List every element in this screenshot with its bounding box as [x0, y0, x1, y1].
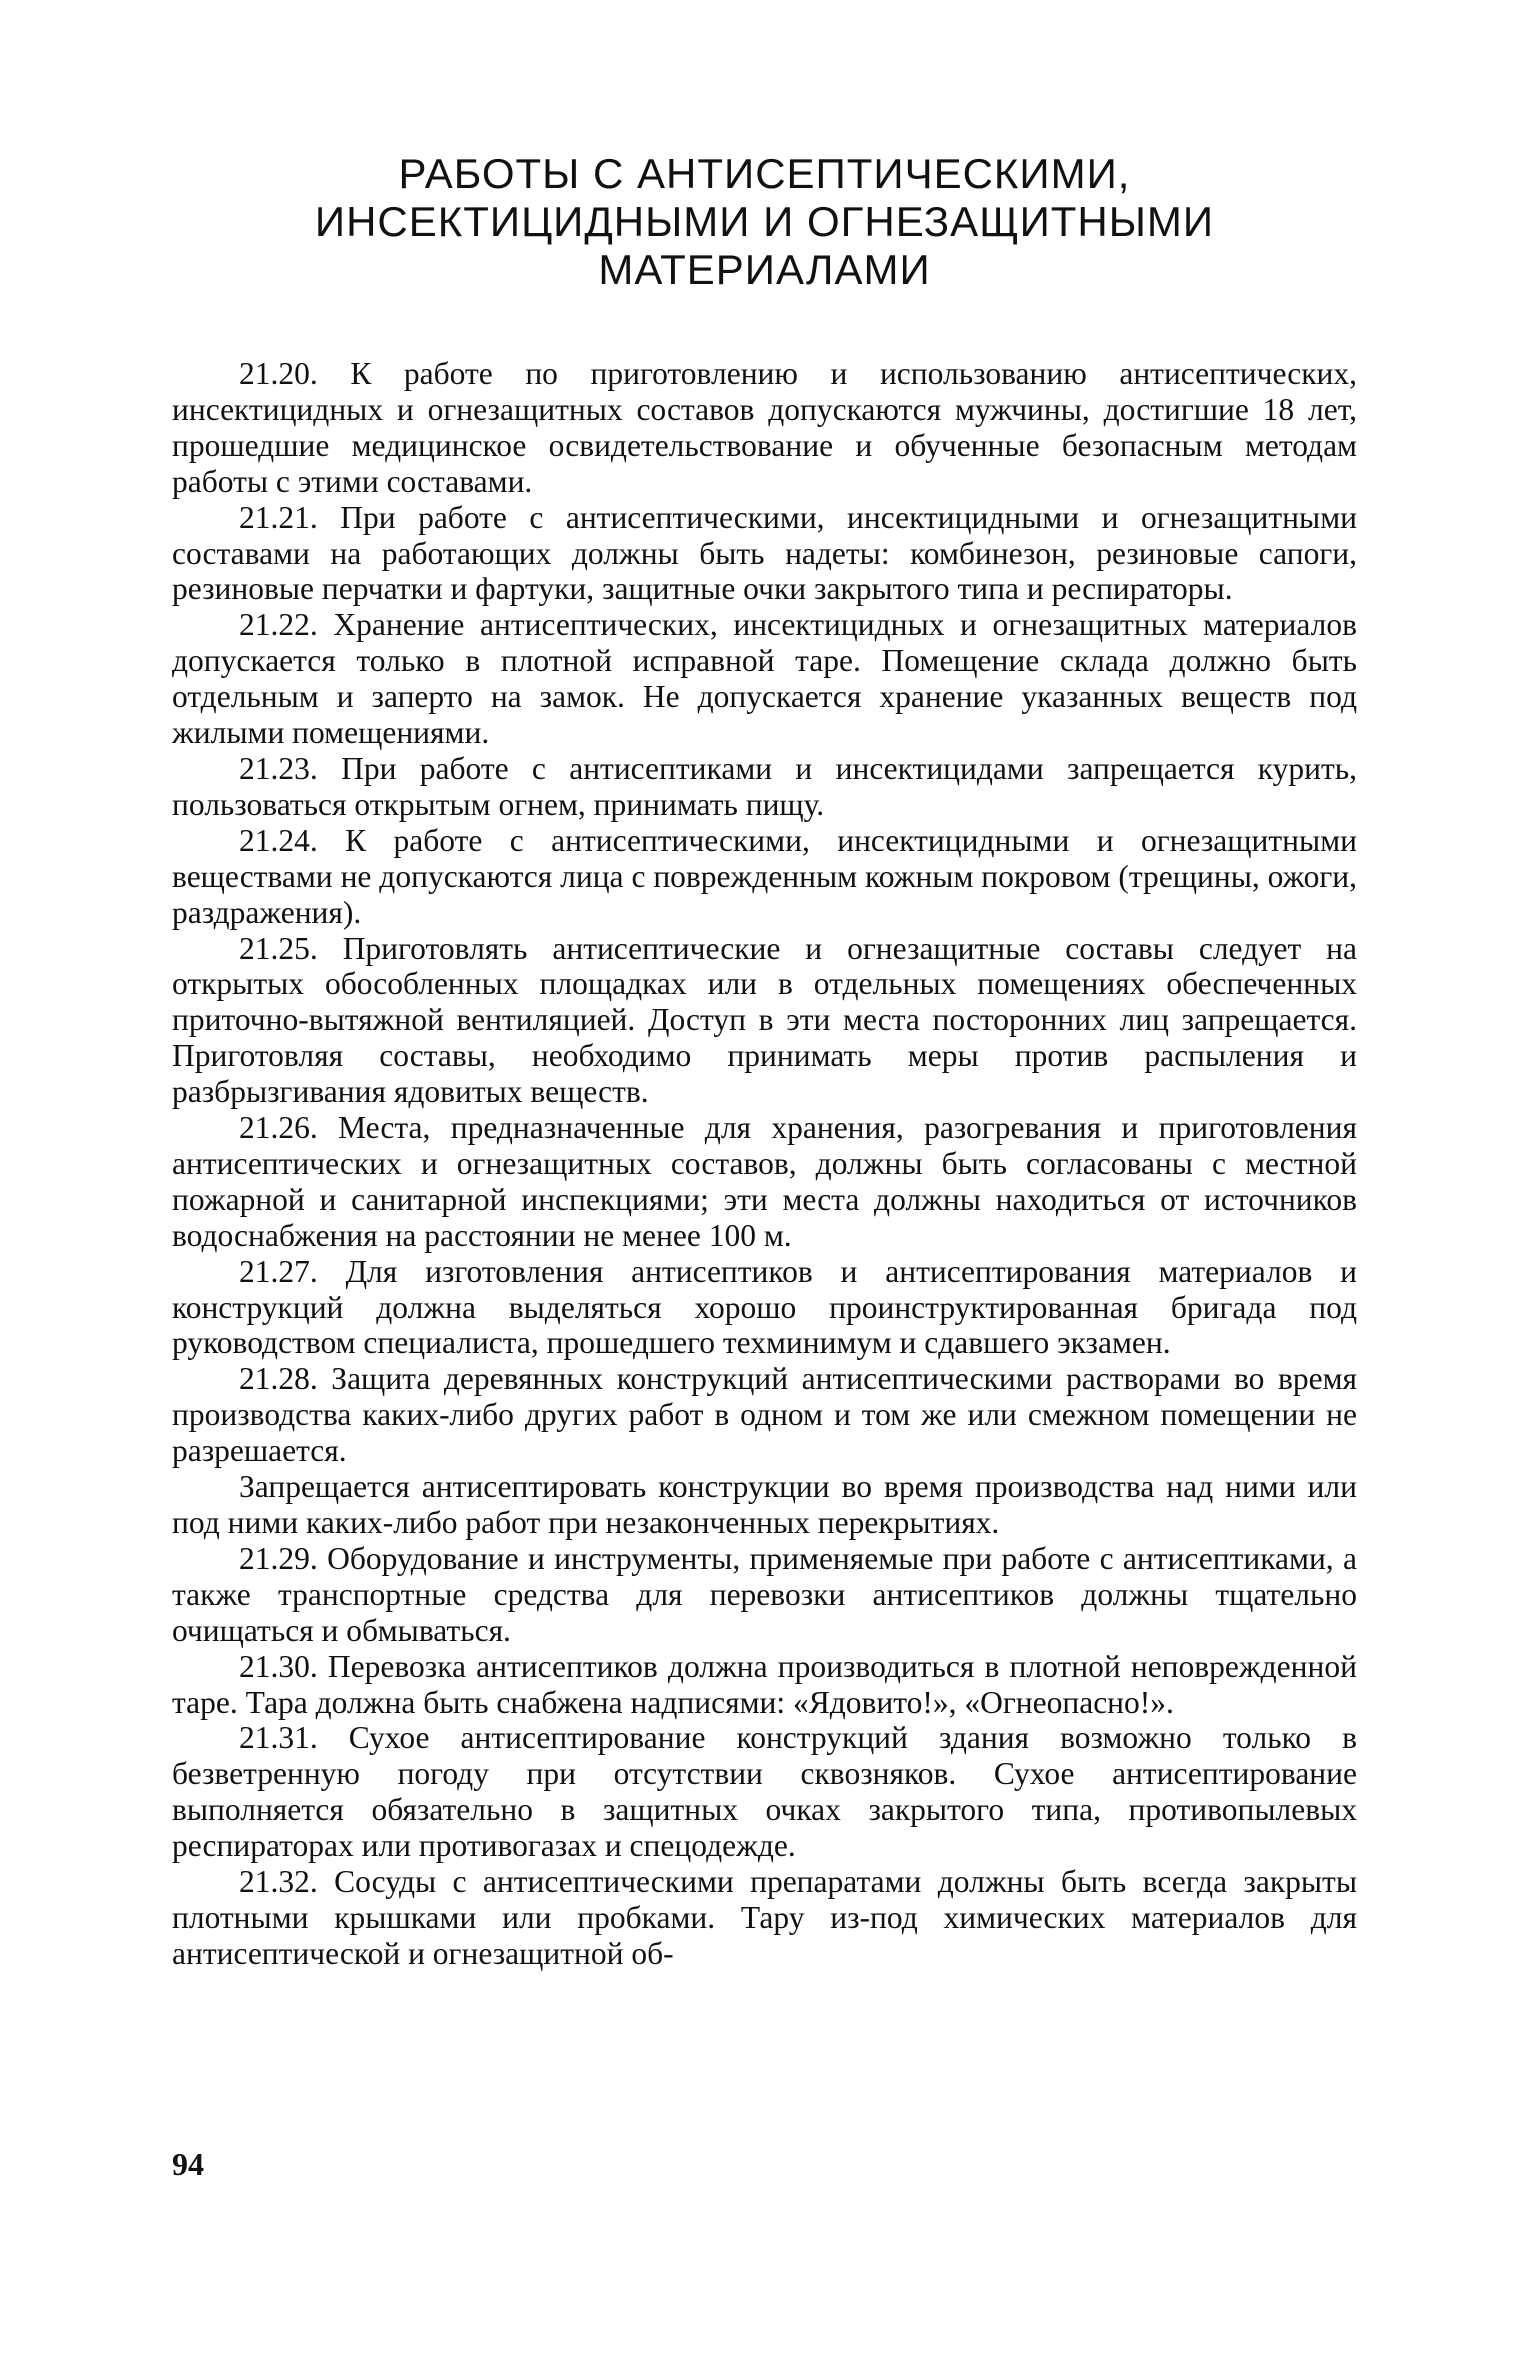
paragraph-21-22: 21.22. Хранение антисептических, инсектицидных и огнезащитных материалов допускается только в плотной исправной таре. Помещение склада должно быть отдельным и заперто на замок. Не допускается хранение указанных веществ под жилыми помещениями.	[172, 607, 1357, 751]
page	[172, 150, 1357, 1972]
paragraph-21-21: 21.21. При работе с антисептическими, инсектицидными и огнезащитными составами на работающих должны быть надеты: комбинезон, резиновые сапоги, резиновые перчатки и фартуки, защитные очки закрытого типа и респираторы.	[172, 499, 1357, 607]
paragraph-21-20: 21.20. К работе по приготовлению и использованию антисептических, инсектицидных и огнезащитных составов допускаются мужчины, достигшие 18 лет, прошедшие медицинское освидетельствование и обученные безопасным методам работы с этими составами.	[172, 356, 1357, 499]
paragraph-21-28-continuation: Запрещается антисептировать конструкции во время производства над ними или под ними каких-либо работ при незаконченных перекрытиях.	[172, 1469, 1357, 1540]
paragraph-21-23: 21.23. При работе с антисептиками и инсектицидами запрещается курить, пользоваться открытым огнем, принимать пищу.	[172, 750, 1357, 822]
page-number: 94	[172, 2146, 204, 2182]
paragraph-21-26: 21.26. Места, предназначенные для хранения, разогревания и приготовления антисептических и огнезащитных составов, должны быть согласованы с местной пожарной и санитарной инспекциями; эти места должны находиться от источников водоснабжения на расстоянии не менее 100 м.	[172, 1110, 1357, 1253]
paragraph-21-32: 21.32. Сосуды с антисептическими препаратами должны быть всегда закрыты плотными крышками или пробками. Тару из-под химических материалов для антисептической и огнезащитной об-	[172, 1864, 1357, 1971]
paragraph-21-29: 21.29. Оборудование и инструменты, применяемые при работе с антисептиками, а также транспортные средства для перевозки антисептиков должны тщательно очищаться и обмываться.	[172, 1540, 1357, 1648]
paragraph-21-24: 21.24. К работе с антисептическими, инсектицидными и огнезащитными веществами не допускаются лица с поврежденным кожным покровом (трещины, ожоги, раздражения).	[172, 822, 1357, 930]
paragraph-21-30: 21.30. Перевозка антисептиков должна производиться в плотной неповрежденной таре. Тара должна быть снабжена надписями: «Ядовито!», «Огнеопасно!».	[172, 1648, 1357, 1720]
body-text	[172, 356, 1357, 1972]
paragraph-21-28: 21.28. Защита деревянных конструкций антисептическими растворами во время производства каких-либо других работ в одном и том же или смежном помещении не разрешается.	[172, 1361, 1357, 1469]
section-title-line-1: РАБОТЫ С АНТИСЕПТИЧЕСКИМИ,	[398, 150, 1131, 197]
paragraph-21-27: 21.27. Для изготовления антисептиков и антисептирования материалов и конструкций должна выделяться хорошо проинструктированная бригада под руководством специалиста, прошедшего техминимум и сдавшего экзамен.	[172, 1253, 1357, 1361]
section-title	[172, 150, 1357, 294]
paragraph-21-31: 21.31. Сухое антисептирование конструкций здания возможно только в безветренную погоду при отсутствии сквозняков. Сухое антисептирование выполняется обязательно в защитных очках закрытого типа, противопылевых респираторах или противогазах и спецодежде.	[172, 1720, 1357, 1864]
section-title-line-2: ИНСЕКТИЦИДНЫМИ И ОГНЕЗАЩИТНЫМИ МАТЕРИАЛАМИ	[314, 198, 1215, 293]
paragraph-21-25: 21.25. Приготовлять антисептические и огнезащитные составы следует на открытых обособленных площадках или в отдельных помещениях обеспеченных приточно-вытяжной вентиляцией. Доступ в эти места посторонних лиц запрещается. Приготовляя составы, необходимо принимать меры против распыления и разбрызгивания ядовитых веществ.	[172, 930, 1357, 1110]
